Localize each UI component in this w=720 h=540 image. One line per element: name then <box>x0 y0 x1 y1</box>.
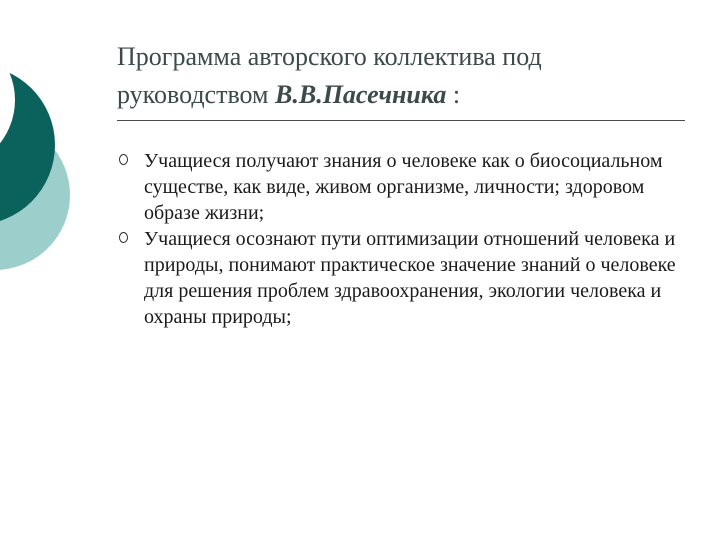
title-suffix: : <box>446 80 461 109</box>
teal-circles-decoration <box>0 0 120 300</box>
title-line-1: Программа авторского коллектива под <box>117 42 542 71</box>
hollow-circle-bullet-icon <box>119 154 128 165</box>
title-author-name: В.В.Пасечника <box>275 80 447 109</box>
title-line-2-prefix: руководством <box>117 80 276 109</box>
bullet-text: Учащиеся получают знания о человеке как о биосоциальном существе, как виде, живом организме, личности; здоровом образе жизни; <box>144 150 663 224</box>
hollow-circle-bullet-icon <box>119 232 128 243</box>
bullet-text: Учащиеся осознают пути оптимизации отношений человека и природы, понимают практическое значение знаний о человеке для решения проблем здравоохранения, экологии человека и охраны природы; <box>144 228 676 328</box>
bullet-list <box>117 148 677 330</box>
title-divider <box>117 120 685 121</box>
bullet-item <box>117 226 677 330</box>
slide-title <box>117 38 697 114</box>
bullet-item <box>117 148 677 226</box>
